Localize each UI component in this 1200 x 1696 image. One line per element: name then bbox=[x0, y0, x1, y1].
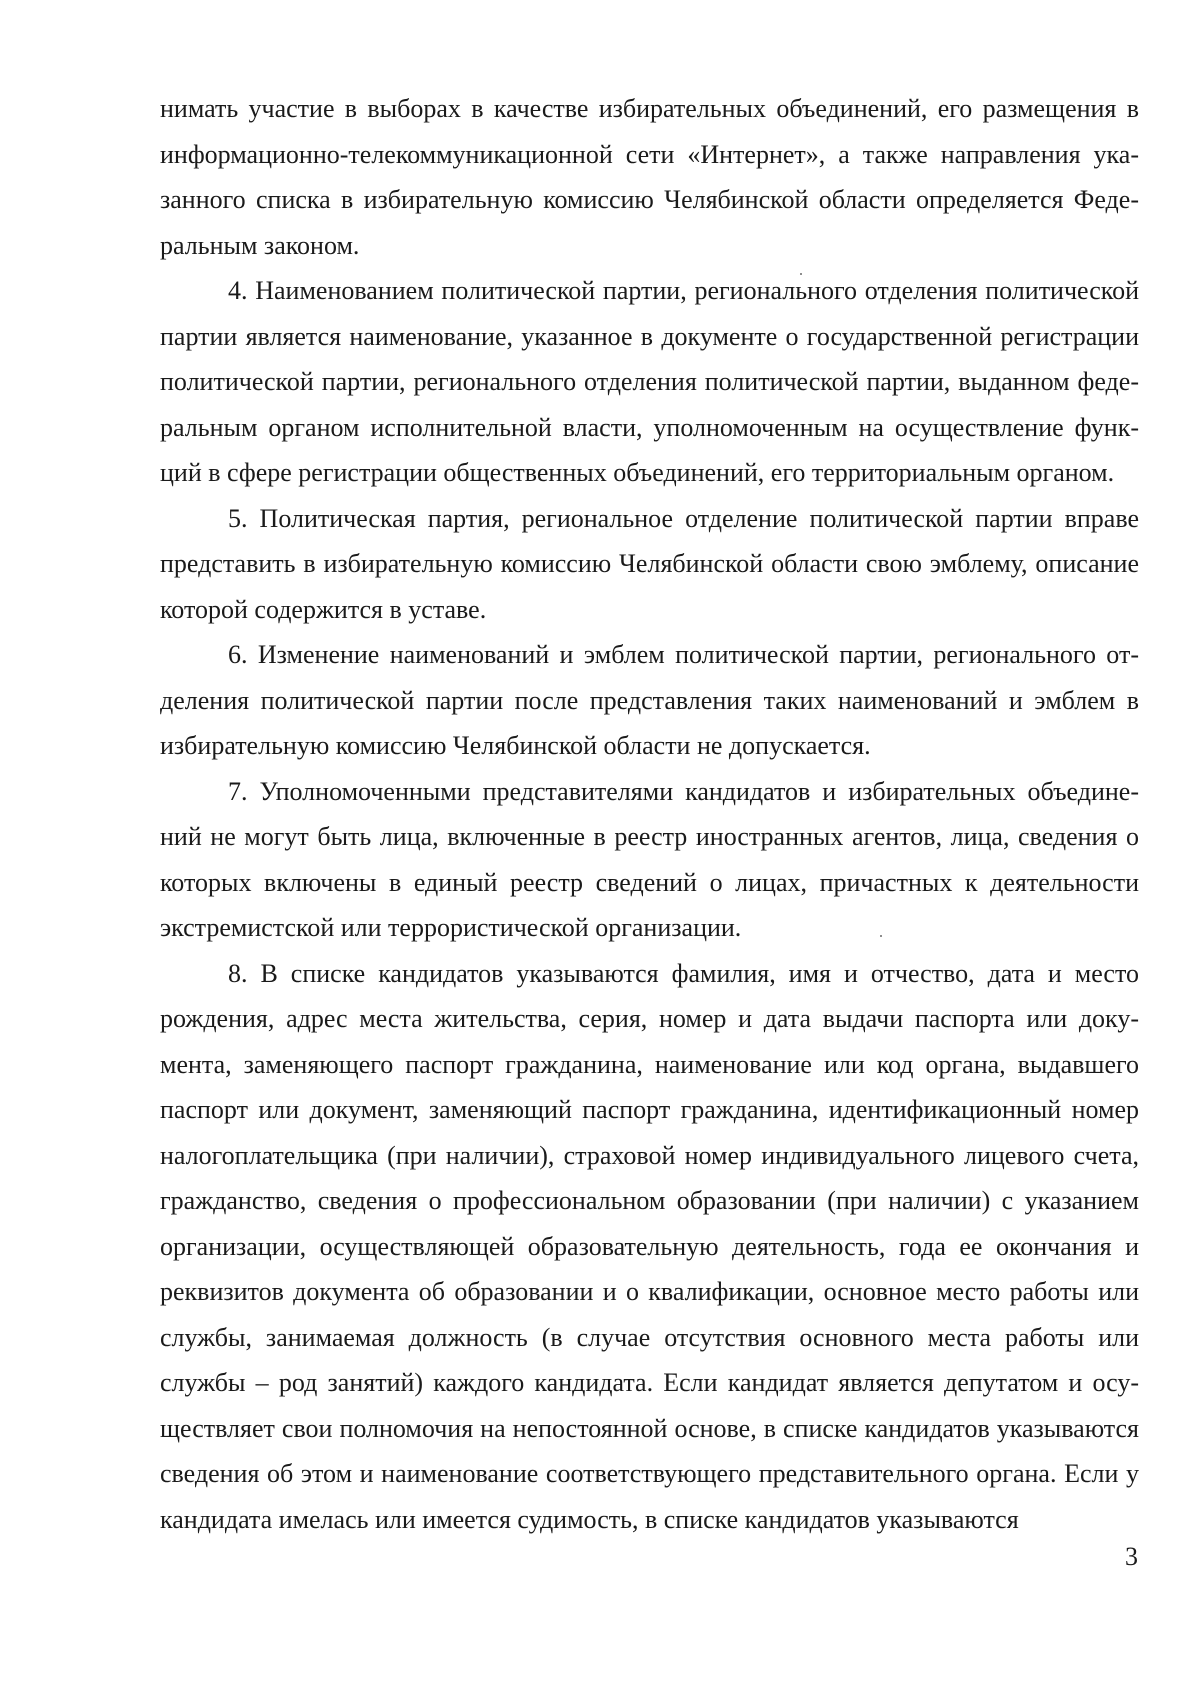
paragraph-8: 8. В списке кандидатов указываются фамилия, имя и отчество, дата и место рождения, адрес места жительства, серия, номер и дата выдачи паспорта или документа, заменяющего паспорт гражданина, наименование или код органа, выдавшего паспорт или документ, заменяющий паспорт гражданина, идентификационный номер налогоплательщика (при наличии), страховой номер индивидуального лицевого счета, гражданство, сведения о профессиональном образовании (при наличии) с указанием организации, осуществляющей образовательную деятельность, года ее окончания и реквизитов документа об образовании и о квалификации, основное место работы или службы, занимаемая должность (в случае отсутствия основного места работы или службы – род занятий) каждого кандидата. Если кандидат является депутатом и осуществляет свои полномочия на непостоянной основе, в списке кандидатов указываются сведения об этом и наименование соответствующего представительного органа. Если у кандидата имелась или имеется судимость, в списке кандидатов указываются bbox=[160, 958, 1139, 1534]
scan-speck bbox=[880, 935, 882, 937]
paragraph-6: 6. Изменение наименований и эмблем политической партии, регионального отделения политической партии после представления таких наименований и эмблем в избирательную комиссию Челябинской области не допускается. bbox=[160, 640, 1139, 760]
paragraph-continuation: нимать участие в выборах в качестве избирательных объединений, его размещения в информационно-телекоммуникационной сети «Интернет», а также направления указанного списка в избирательную комиссию Челябинской области определяется Федеральным законом. bbox=[160, 94, 1139, 260]
paragraph-4: 4. Наименованием политической партии, регионального отделения политической партии является наименование, указанное в документе о государственной регистрации политической партии, регионального отделения политической партии, выданном федеральным органом исполнительной власти, уполномоченным на осуществление функций в сфере регистрации общественных объединений, его территориальным органом. bbox=[160, 276, 1139, 487]
document-body bbox=[160, 86, 1139, 1542]
paragraph-7: 7. Уполномоченными представителями кандидатов и избирательных объединений не могут быть лица, включенные в реестр иностранных агентов, лица, сведения о которых включены в единый реестр сведений о лицах, причастных к деятельности экстремистской или террористической организации. bbox=[160, 776, 1139, 942]
page-number: 3 bbox=[1125, 1542, 1138, 1571]
paragraph-5: 5. Политическая партия, региональное отделение политической партии вправе представить в избирательную комиссию Челябинской области свою эмблему, описание которой содержится в уставе. bbox=[160, 503, 1139, 624]
scan-speck bbox=[800, 273, 802, 275]
